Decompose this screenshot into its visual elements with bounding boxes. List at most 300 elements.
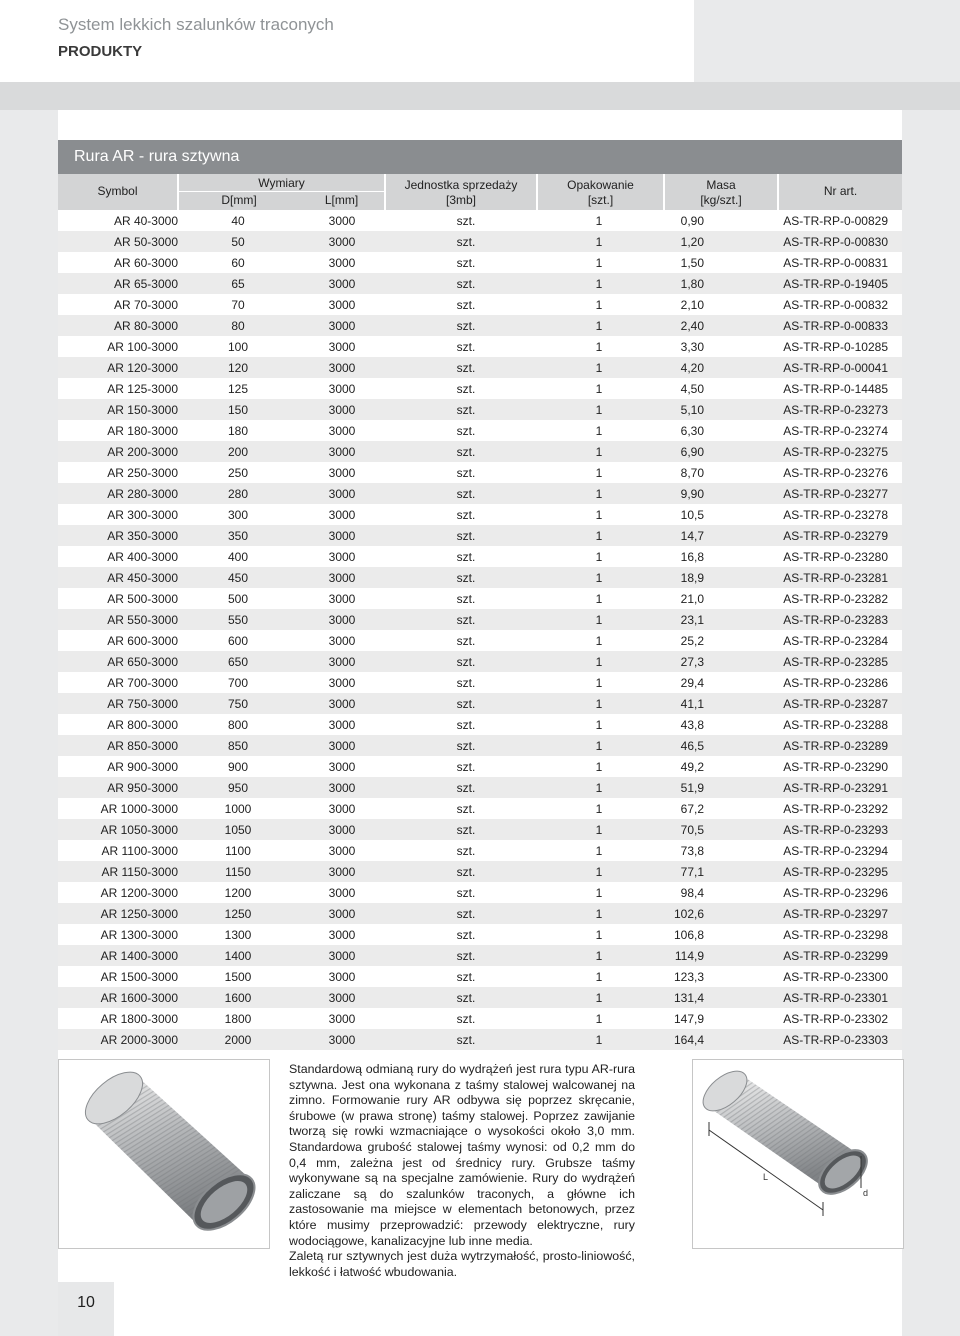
cell-unit: szt. (456, 592, 476, 606)
table-row (58, 588, 902, 609)
cell-article-number: AS-TR-RP-0-00829 (783, 214, 888, 228)
cell-package: 1 (595, 823, 603, 837)
cell-mass: 43,8 (680, 718, 704, 732)
cell-package: 1 (595, 319, 603, 333)
header-masa-2: [kg/szt.] (700, 193, 742, 207)
cell-unit: szt. (456, 445, 476, 459)
cell-symbol: AR 1800-3000 (100, 1012, 178, 1026)
cell-article-number: AS-TR-RP-0-19405 (783, 277, 888, 291)
cell-mass: 114,9 (674, 949, 704, 963)
cell-d: 750 (227, 697, 249, 711)
cell-l: 3000 (328, 466, 356, 480)
cell-symbol: AR 1600-3000 (100, 991, 178, 1005)
table-row (58, 273, 902, 294)
pipe-photo (59, 1060, 269, 1248)
header-divider (179, 191, 384, 192)
cell-l: 3000 (328, 592, 356, 606)
cell-d: 400 (227, 550, 249, 564)
header-symbol: Symbol (97, 184, 138, 198)
cell-l: 3000 (328, 802, 356, 816)
cell-article-number: AS-TR-RP-0-23298 (783, 928, 888, 942)
cell-l: 3000 (328, 361, 356, 375)
cell-package: 1 (595, 928, 603, 942)
diagram-label-length: L (763, 1172, 769, 1182)
cell-unit: szt. (456, 340, 476, 354)
cell-l: 3000 (328, 949, 356, 963)
cell-mass: 9,90 (680, 487, 704, 501)
cell-symbol: AR 200-3000 (107, 445, 178, 459)
cell-package: 1 (595, 844, 603, 858)
cell-package: 1 (595, 949, 603, 963)
cell-symbol: AR 50-3000 (113, 235, 178, 249)
cell-article-number: AS-TR-RP-0-23278 (783, 508, 888, 522)
cell-package: 1 (595, 676, 603, 690)
table-header-opakowanie (538, 174, 663, 210)
header-box (0, 0, 694, 82)
cell-d: 1050 (224, 823, 252, 837)
cell-l: 3000 (328, 256, 356, 270)
table-row (58, 798, 902, 819)
cell-symbol: AR 1250-3000 (100, 907, 178, 921)
cell-package: 1 (595, 718, 603, 732)
cell-article-number: AS-TR-RP-0-23302 (783, 1012, 888, 1026)
cell-unit: szt. (456, 487, 476, 501)
cell-unit: szt. (456, 928, 476, 942)
cell-mass: 51,9 (680, 781, 704, 795)
cell-article-number: AS-TR-RP-0-23303 (783, 1033, 888, 1047)
cell-symbol: AR 350-3000 (107, 529, 178, 543)
cell-article-number: AS-TR-RP-0-23300 (783, 970, 888, 984)
table-row (58, 861, 902, 882)
header-l: L[mm] (324, 193, 359, 207)
cell-article-number: AS-TR-RP-0-23289 (783, 739, 888, 753)
page-number: 10 (58, 1282, 114, 1336)
table-row (58, 336, 902, 357)
cell-package: 1 (595, 991, 603, 1005)
cell-l: 3000 (328, 760, 356, 774)
cell-l: 3000 (328, 487, 356, 501)
cell-article-number: AS-TR-RP-0-00833 (783, 319, 888, 333)
cell-unit: szt. (456, 613, 476, 627)
cell-d: 950 (227, 781, 249, 795)
table-row (58, 294, 902, 315)
cell-l: 3000 (328, 676, 356, 690)
cell-l: 3000 (328, 571, 356, 585)
cell-l: 3000 (328, 781, 356, 795)
cell-package: 1 (595, 550, 603, 564)
pipe-diagram (693, 1060, 903, 1248)
cell-mass: 4,50 (680, 382, 704, 396)
cell-d: 200 (227, 445, 249, 459)
cell-symbol: AR 550-3000 (107, 613, 178, 627)
cell-unit: szt. (456, 697, 476, 711)
cell-mass: 8,70 (680, 466, 704, 480)
cell-package: 1 (595, 1012, 603, 1026)
cell-article-number: AS-TR-RP-0-23296 (783, 886, 888, 900)
cell-d: 1150 (225, 865, 251, 879)
cell-article-number: AS-TR-RP-0-23297 (783, 907, 888, 921)
cell-article-number: AS-TR-RP-0-23292 (783, 802, 888, 816)
cell-d: 120 (227, 361, 249, 375)
table-row (58, 441, 902, 462)
cell-unit: szt. (456, 907, 476, 921)
cell-l: 3000 (328, 277, 356, 291)
cell-d: 2000 (224, 1033, 252, 1047)
cell-mass: 49,2 (680, 760, 704, 774)
header-jednostka-1: Jednostka sprzedaży (404, 178, 518, 192)
cell-mass: 10,5 (680, 508, 704, 522)
cell-mass: 98,4 (680, 886, 704, 900)
table-title: Rura AR - rura sztywna (74, 148, 240, 165)
diagram-label-diameter: d (863, 1188, 869, 1198)
cell-d: 1250 (224, 907, 252, 921)
cell-d: 800 (227, 718, 249, 732)
cell-l: 3000 (328, 340, 356, 354)
cell-l: 3000 (328, 823, 356, 837)
cell-article-number: AS-TR-RP-0-23288 (783, 718, 888, 732)
table-row (58, 1029, 902, 1050)
cell-d: 100 (227, 340, 249, 354)
cell-symbol: AR 100-3000 (107, 340, 178, 354)
cell-package: 1 (595, 760, 603, 774)
cell-package: 1 (595, 907, 603, 921)
cell-symbol: AR 1500-3000 (100, 970, 178, 984)
cell-mass: 23,1 (680, 613, 704, 627)
cell-unit: szt. (456, 256, 476, 270)
cell-article-number: AS-TR-RP-0-23287 (783, 697, 888, 711)
cell-article-number: AS-TR-RP-0-10285 (783, 340, 888, 354)
cell-symbol: AR 125-3000 (107, 382, 178, 396)
cell-l: 3000 (328, 382, 356, 396)
cell-package: 1 (595, 655, 603, 669)
cell-symbol: AR 700-3000 (107, 676, 178, 690)
description-paragraph-2: Zaletą rur sztywnych jest duża wytrzymałość, prosto-liniowość, lekkość i łatwość wbudowania. (289, 1249, 635, 1279)
cell-mass: 164,4 (673, 1033, 704, 1047)
cell-package: 1 (595, 613, 603, 627)
cell-mass: 27,3 (680, 655, 704, 669)
cell-d: 1100 (225, 844, 251, 858)
cell-mass: 21,0 (680, 592, 704, 606)
cell-d: 1400 (224, 949, 252, 963)
cell-article-number: AS-TR-RP-0-23286 (783, 676, 888, 690)
cell-symbol: AR 850-3000 (107, 739, 178, 753)
cell-symbol: AR 60-3000 (113, 256, 178, 270)
cell-l: 3000 (328, 634, 356, 648)
cell-mass: 1,50 (680, 256, 704, 270)
table-row (58, 693, 902, 714)
cell-d: 125 (227, 382, 249, 396)
cell-symbol: AR 750-3000 (107, 697, 178, 711)
header-masa-1: Masa (706, 178, 736, 192)
cell-unit: szt. (456, 382, 476, 396)
cell-article-number: AS-TR-RP-0-23294 (783, 844, 888, 858)
table-row (58, 903, 902, 924)
cell-symbol: AR 1100-3000 (101, 844, 178, 858)
cell-mass: 1,80 (680, 277, 704, 291)
header-band (0, 82, 960, 110)
header-nr: Nr art. (823, 184, 858, 198)
table-row (58, 252, 902, 273)
cell-article-number: AS-TR-RP-0-23281 (783, 571, 888, 585)
cell-l: 3000 (328, 718, 356, 732)
cell-symbol: AR 500-3000 (107, 592, 178, 606)
cell-symbol: AR 150-3000 (107, 403, 178, 417)
cell-package: 1 (595, 256, 603, 270)
cell-l: 3000 (328, 697, 356, 711)
cell-symbol: AR 65-3000 (113, 277, 178, 291)
cell-symbol: AR 250-3000 (107, 466, 178, 480)
cell-mass: 67,2 (680, 802, 704, 816)
cell-unit: szt. (456, 277, 476, 291)
table-row (58, 567, 902, 588)
cell-l: 3000 (328, 235, 356, 249)
cell-mass: 131,4 (673, 991, 704, 1005)
cell-article-number: AS-TR-RP-0-00041 (783, 361, 888, 375)
cell-package: 1 (595, 466, 603, 480)
cell-d: 350 (227, 529, 249, 543)
cell-article-number: AS-TR-RP-0-23277 (783, 487, 888, 501)
cell-d: 280 (227, 487, 249, 501)
cell-d: 850 (227, 739, 249, 753)
cell-unit: szt. (456, 571, 476, 585)
header-opakowanie-2: [szt.] (587, 193, 614, 207)
cell-mass: 3,30 (680, 340, 704, 354)
cell-symbol: AR 400-3000 (107, 550, 178, 564)
cell-l: 3000 (328, 865, 356, 879)
cell-symbol: AR 650-3000 (107, 655, 178, 669)
cell-package: 1 (595, 487, 603, 501)
cell-symbol: AR 900-3000 (107, 760, 178, 774)
table-header-jednostka (386, 174, 536, 210)
cell-package: 1 (595, 214, 603, 228)
cell-l: 3000 (328, 613, 356, 627)
cell-unit: szt. (456, 634, 476, 648)
cell-unit: szt. (456, 403, 476, 417)
cell-mass: 18,9 (680, 571, 704, 585)
cell-symbol: AR 40-3000 (113, 214, 178, 228)
cell-l: 3000 (328, 529, 356, 543)
cell-package: 1 (595, 277, 603, 291)
cell-symbol: AR 2000-3000 (100, 1033, 178, 1047)
cell-mass: 0,90 (680, 214, 704, 228)
cell-d: 1200 (224, 886, 252, 900)
cell-article-number: AS-TR-RP-0-23276 (783, 466, 888, 480)
table-row (58, 609, 902, 630)
cell-d: 1000 (224, 802, 252, 816)
table-row (58, 735, 902, 756)
cell-unit: szt. (456, 970, 476, 984)
cell-unit: szt. (456, 781, 476, 795)
table-row (58, 483, 902, 504)
table-row (58, 420, 902, 441)
table-row (58, 777, 902, 798)
cell-symbol: AR 1200-3000 (100, 886, 178, 900)
cell-mass: 6,30 (680, 424, 704, 438)
cell-unit: szt. (456, 1033, 476, 1047)
cell-package: 1 (595, 361, 603, 375)
cell-l: 3000 (328, 298, 356, 312)
cell-package: 1 (595, 508, 603, 522)
cell-l: 3000 (328, 1012, 356, 1026)
cell-symbol: AR 1150-3000 (101, 865, 178, 879)
cell-package: 1 (595, 382, 603, 396)
table-row (58, 672, 902, 693)
pipe-diagram-frame (692, 1059, 904, 1249)
cell-unit: szt. (456, 529, 476, 543)
cell-l: 3000 (328, 214, 356, 228)
cell-article-number: AS-TR-RP-0-23295 (783, 865, 888, 879)
cell-package: 1 (595, 802, 603, 816)
cell-l: 3000 (328, 445, 356, 459)
cell-mass: 73,8 (680, 844, 704, 858)
cell-unit: szt. (456, 214, 476, 228)
cell-unit: szt. (456, 424, 476, 438)
cell-d: 500 (227, 592, 249, 606)
table-row (58, 630, 902, 651)
cell-l: 3000 (328, 844, 356, 858)
cell-unit: szt. (456, 466, 476, 480)
cell-mass: 2,40 (680, 319, 704, 333)
cell-mass: 106,8 (673, 928, 704, 942)
cell-article-number: AS-TR-RP-0-14485 (783, 382, 888, 396)
cell-article-number: AS-TR-RP-0-23290 (783, 760, 888, 774)
cell-d: 1300 (224, 928, 252, 942)
pipe-photo-frame (58, 1059, 270, 1249)
cell-mass: 29,4 (680, 676, 704, 690)
cell-unit: szt. (456, 508, 476, 522)
cell-l: 3000 (328, 1033, 356, 1047)
cell-package: 1 (595, 1033, 603, 1047)
cell-d: 550 (227, 613, 249, 627)
cell-d: 600 (227, 634, 249, 648)
cell-l: 3000 (328, 886, 356, 900)
cell-package: 1 (595, 865, 603, 879)
cell-mass: 4,20 (680, 361, 704, 375)
cell-d: 650 (227, 655, 249, 669)
cell-package: 1 (595, 529, 603, 543)
cell-symbol: AR 80-3000 (113, 319, 178, 333)
table-row (58, 882, 902, 903)
cell-package: 1 (595, 697, 603, 711)
cell-d: 65 (231, 277, 245, 291)
cell-package: 1 (595, 340, 603, 354)
header-title: System lekkich szalunków traconych (58, 15, 334, 34)
table-row (58, 231, 902, 252)
cell-article-number: AS-TR-RP-0-23285 (783, 655, 888, 669)
cell-unit: szt. (456, 550, 476, 564)
cell-d: 40 (231, 214, 245, 228)
table-row (58, 210, 902, 231)
description-paragraph-1: Standardową odmianą rury do wydrążeń jest rura typu AR-rura sztywna. Jest ona wykonana z taśmy stalowej walcowanej na zimno. Formowanie rury AR odbywa się poprzez skręcanie, śrubowe (w prawa stronę) taśmy stalowej. Poprzez zawijanie tworzą się rowki wzmacniające o wysokości około 3,0 mm. Standardowa grubość stalowej taśmy wynosi: od 0,2 mm do 0,4 mm, zależna jest od średnicy rury. Grubsze taśmy wykonywane są na specjalne zamówienie. Rury do wydrążeń zaliczane są do szalunków traconych, a główne ich zastosowanie ma miejsce w elementach betonowych, przez które musimy przeprowadzić: przewody elektryczne, rury wodociągowe, kanalizacyjne lub inne media. (289, 1062, 635, 1248)
cell-article-number: AS-TR-RP-0-23301 (783, 991, 888, 1005)
cell-unit: szt. (456, 655, 476, 669)
cell-mass: 5,10 (680, 403, 704, 417)
cell-package: 1 (595, 445, 603, 459)
table-header-nr (779, 174, 902, 210)
cell-unit: szt. (456, 844, 476, 858)
cell-article-number: AS-TR-RP-0-23291 (783, 781, 888, 795)
cell-d: 180 (227, 424, 249, 438)
cell-l: 3000 (328, 928, 356, 942)
cell-unit: szt. (456, 235, 476, 249)
cell-mass: 46,5 (680, 739, 704, 753)
cell-unit: szt. (456, 886, 476, 900)
table-row (58, 987, 902, 1008)
cell-package: 1 (595, 403, 603, 417)
header-wymiary: Wymiary (258, 176, 305, 190)
product-table (58, 210, 902, 1050)
cell-unit: szt. (456, 760, 476, 774)
cell-d: 450 (227, 571, 249, 585)
table-row (58, 966, 902, 987)
cell-package: 1 (595, 739, 603, 753)
cell-symbol: AR 600-3000 (107, 634, 178, 648)
cell-unit: szt. (456, 676, 476, 690)
cell-symbol: AR 70-3000 (113, 298, 178, 312)
cell-symbol: AR 120-3000 (107, 361, 178, 375)
cell-d: 900 (227, 760, 249, 774)
header-opakowanie-1: Opakowanie (567, 178, 634, 192)
cell-d: 1500 (224, 970, 252, 984)
cell-article-number: AS-TR-RP-0-23293 (783, 823, 888, 837)
cell-article-number: AS-TR-RP-0-23280 (783, 550, 888, 564)
cell-l: 3000 (328, 907, 356, 921)
table-row (58, 714, 902, 735)
cell-d: 80 (231, 319, 245, 333)
cell-mass: 14,7 (680, 529, 704, 543)
cell-unit: szt. (456, 298, 476, 312)
cell-symbol: AR 1400-3000 (100, 949, 178, 963)
cell-l: 3000 (328, 403, 356, 417)
cell-package: 1 (595, 235, 603, 249)
table-row (58, 546, 902, 567)
cell-package: 1 (595, 298, 603, 312)
cell-symbol: AR 950-3000 (107, 781, 178, 795)
cell-symbol: AR 280-3000 (107, 487, 178, 501)
cell-article-number: AS-TR-RP-0-23283 (783, 613, 888, 627)
table-row (58, 819, 902, 840)
cell-mass: 25,2 (680, 634, 704, 648)
header-d: D[mm] (221, 193, 257, 207)
cell-symbol: AR 1300-3000 (100, 928, 178, 942)
cell-package: 1 (595, 886, 603, 900)
cell-mass: 16,8 (680, 550, 704, 564)
table-row (58, 840, 902, 861)
cell-article-number: AS-TR-RP-0-00832 (783, 298, 888, 312)
cell-symbol: AR 1050-3000 (100, 823, 178, 837)
cell-d: 250 (227, 466, 249, 480)
cell-mass: 102,6 (673, 907, 704, 921)
table-row (58, 756, 902, 777)
cell-symbol: AR 300-3000 (107, 508, 178, 522)
cell-unit: szt. (456, 991, 476, 1005)
cell-symbol: AR 800-3000 (107, 718, 178, 732)
cell-unit: szt. (456, 319, 476, 333)
cell-mass: 70,5 (680, 823, 704, 837)
cell-unit: szt. (456, 718, 476, 732)
cell-package: 1 (595, 424, 603, 438)
cell-article-number: AS-TR-RP-0-23273 (783, 403, 888, 417)
cell-l: 3000 (328, 970, 356, 984)
cell-d: 70 (231, 298, 245, 312)
table-row (58, 651, 902, 672)
table-row (58, 504, 902, 525)
table-header-masa (665, 174, 777, 210)
cell-mass: 2,10 (680, 298, 704, 312)
cell-package: 1 (595, 781, 603, 795)
cell-mass: 123,3 (673, 970, 704, 984)
cell-package: 1 (595, 634, 603, 648)
